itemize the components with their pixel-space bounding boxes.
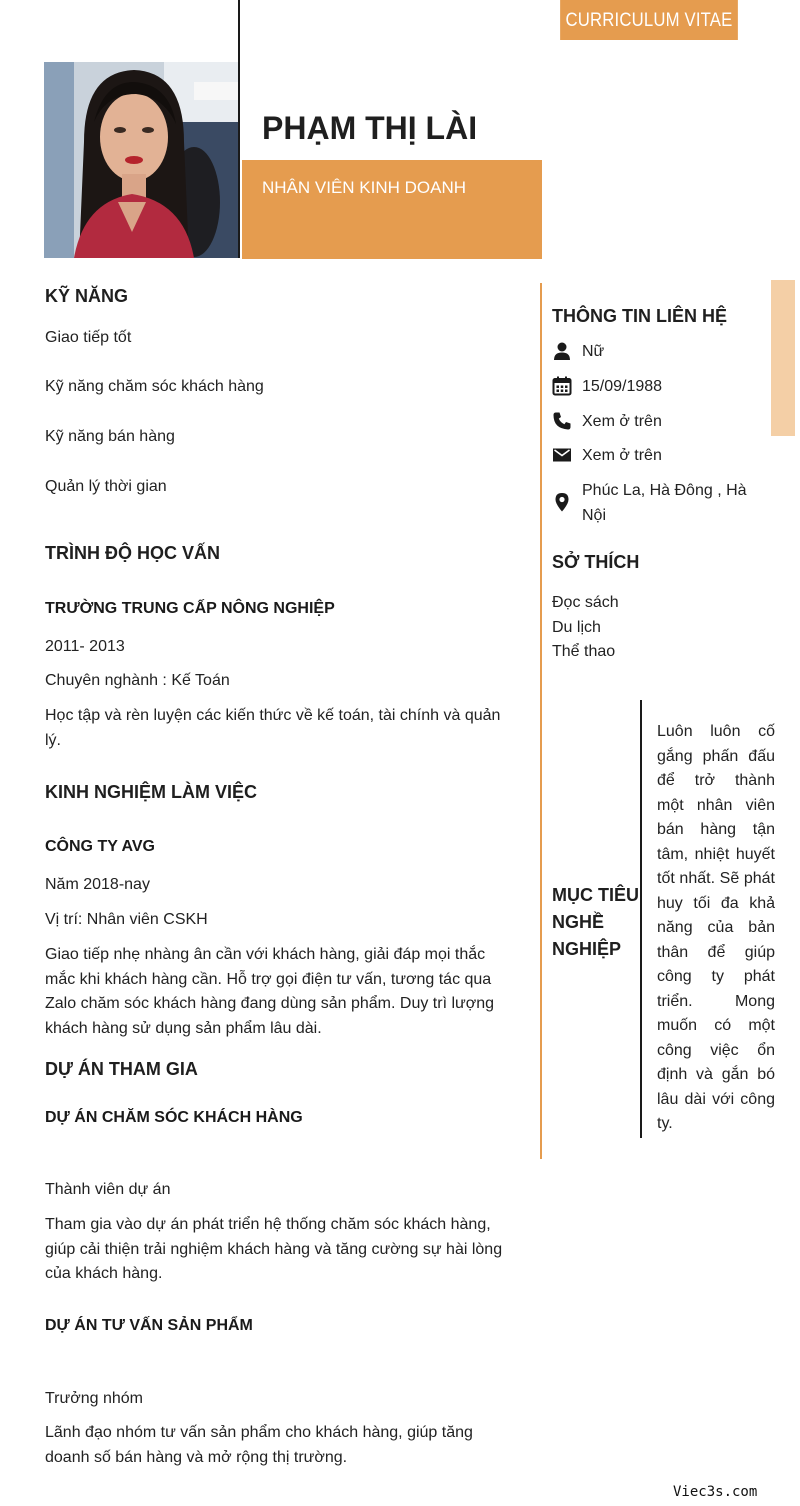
watermark: Viec3s.com (673, 1484, 758, 1500)
location-pin-icon (552, 492, 572, 512)
email-value: Xem ở trên (582, 447, 662, 464)
person-icon (552, 341, 572, 361)
job-title: NHÂN VIÊN KINH DOANH (262, 178, 467, 197)
project-role: Trưởng nhóm (45, 1390, 143, 1407)
education-description: Học tập và rèn luyện các kiến thức về kế toán, tài chính và quản lý. (45, 707, 501, 749)
hobbies-heading: SỞ THÍCH (552, 552, 640, 572)
hobby-item: Thể thao (552, 643, 616, 660)
project-description: Lãnh đạo nhóm tư vấn sản phẩm cho khách hàng, giúp tăng doanh số bán hàng và mở rộng thị trường. (45, 1424, 473, 1466)
job-title-box (242, 160, 542, 259)
address-value: Phúc La, Hà Đông , Hà Nội (582, 482, 747, 524)
project-name: DỰ ÁN CHĂM SÓC KHÁCH HÀNG (45, 1109, 303, 1126)
contact-birthday (552, 375, 772, 400)
candidate-name: PHẠM THỊ LÀI (262, 110, 478, 146)
projects-heading: DỰ ÁN THAM GIA (45, 1059, 198, 1079)
career-goal-text: Luôn luôn cố gắng phấn đấu để trở thành một nhân viên bán hàng tận tâm, nhiệt huyết tốt nhất. Sẽ phát huy tối đa khả năng của bản thân để giúp công ty phát triển. Mong muốn có một công việc ổn định và gắn bó lâu dài với công ty. (657, 723, 775, 1132)
contact-address (552, 479, 772, 528)
gender-value: Nữ (582, 343, 605, 360)
company-name: CÔNG TY AVG (45, 838, 155, 855)
education-major: Chuyên nghành : Kế Toán (45, 672, 230, 689)
contact-heading: THÔNG TIN LIÊN HỆ (552, 306, 727, 326)
column-divider (540, 283, 542, 1159)
career-goal-divider (640, 700, 642, 1138)
project-role: Thành viên dự án (45, 1181, 171, 1198)
contact-phone (552, 410, 772, 435)
experience-heading: KINH NGHIỆM LÀM VIỆC (45, 782, 258, 802)
phone-icon (552, 411, 572, 431)
skill-item: Kỹ năng bán hàng (45, 428, 175, 445)
skills-heading: KỸ NĂNG (45, 286, 129, 306)
contact-gender (552, 340, 772, 365)
project-name: DỰ ÁN TƯ VẤN SẢN PHẨM (45, 1317, 253, 1334)
accent-bar (771, 280, 795, 436)
profile-photo-illustration (44, 62, 238, 258)
skill-item: Quản lý thời gian (45, 478, 167, 495)
education-years: 2011- 2013 (45, 638, 125, 655)
header-divider (238, 0, 240, 258)
birthday-value: 15/09/1988 (582, 378, 663, 395)
school-name: TRƯỜNG TRUNG CẤP NÔNG NGHIỆP (45, 600, 335, 617)
mail-icon (552, 445, 572, 465)
skill-item: Giao tiếp tốt (45, 329, 132, 346)
career-goal-heading: MỤC TIÊU NGHỀ NGHIỆP (552, 885, 639, 959)
experience-position: Vị trí: Nhân viên CSKH (45, 911, 208, 928)
curriculum-vitae-tag: CURRICULUM VITAE (560, 0, 738, 40)
profile-photo (44, 62, 238, 258)
experience-description: Giao tiếp nhẹ nhàng ân cần với khách hàng, giải đáp mọi thắc mắc khi khách hàng cần. Hỗ trợ gọi điện tư vấn, tương tác qua Zalo chăm sóc khách hàng đang dùng sản phẩm. Duy trì lượng khách hàng sử dụng sản phẩm lâu dài. (45, 946, 495, 1037)
skill-item: Kỹ năng chăm sóc khách hàng (45, 378, 264, 395)
experience-period: Năm 2018-nay (45, 876, 150, 893)
education-heading: TRÌNH ĐỘ HỌC VẤN (45, 543, 220, 563)
phone-value: Xem ở trên (582, 413, 662, 430)
hobby-item: Du lịch (552, 619, 601, 636)
hobby-item: Đọc sách (552, 594, 619, 611)
contact-email (552, 444, 772, 469)
project-description: Tham gia vào dự án phát triển hệ thống chăm sóc khách hàng, giúp cải thiện trải nghiệm khách hàng và tăng cường sự hài lòng của khách hàng. (45, 1216, 503, 1282)
calendar-icon (552, 376, 572, 396)
